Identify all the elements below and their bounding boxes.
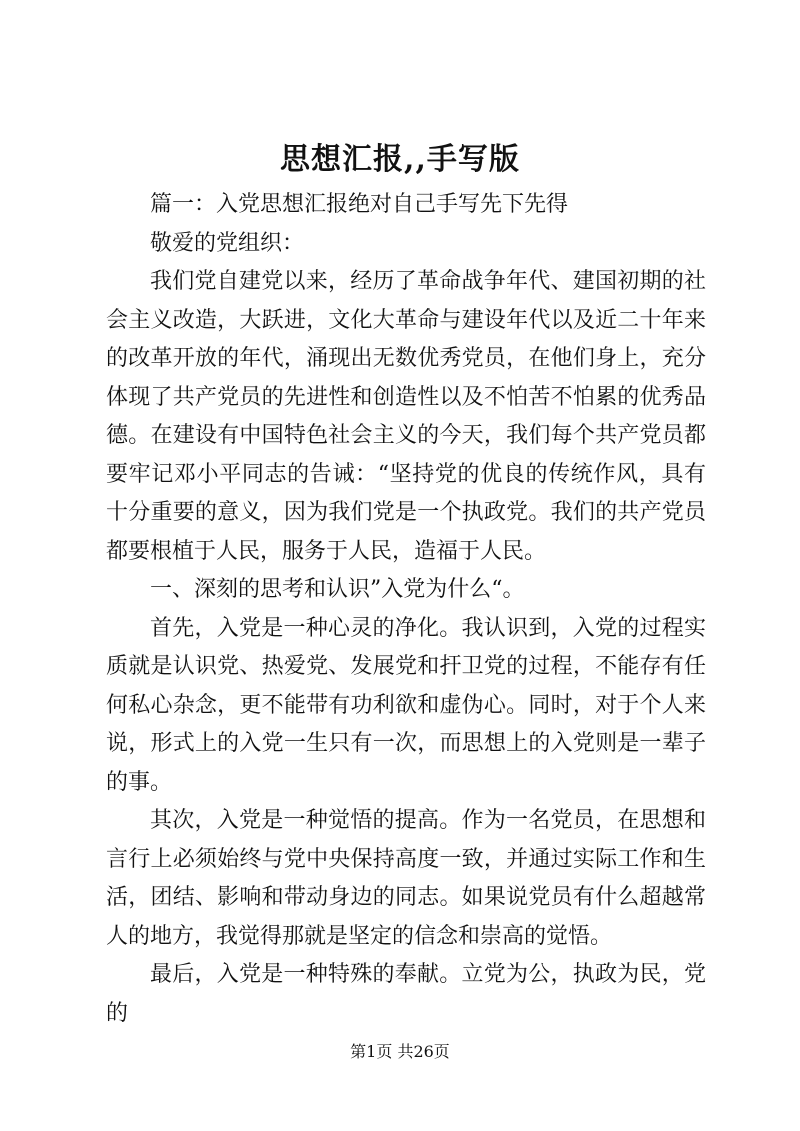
page-number-footer: 第1页 共26页 [350, 1042, 450, 1061]
paragraph: 其次，入党是一种觉悟的提高。作为一名党员，在思想和言行上必须始终与党中央保持高度一致，并通过实际工作和生活，团结、影响和带动身边的同志。如果说党员有什么超越常人的地方，我觉得那就是坚定的信念和崇高的觉悟。 [106, 808, 706, 949]
document-body [106, 186, 706, 1033]
section-heading: 篇一：入党思想汇报绝对自己手写先下先得 [150, 192, 569, 217]
paragraph: 首先，入党是一种心灵的净化。我认识到，入党的过程实质就是认识党、热爱党、发展党和扞卫党的过程，不能存有任何私心杂念，更不能带有功利欲和虚伪心。同时，对于个人来说，形式上的入党一生只有一次，而思想上的入党则是一辈子的事。 [106, 615, 706, 795]
paragraph: 一、深刻的思考和认识”入党为什么“。 [150, 577, 525, 602]
salutation: 敬爱的党组织： [150, 230, 305, 256]
document-title: 思想汇报,,手写版 [280, 142, 520, 177]
paragraph: 最后，入党是一种特殊的奉献。立党为公，执政为民，党的 [106, 962, 706, 1026]
paragraph: 我们党自建党以来，经历了革命战争年代、建国初期的社会主义改造，大跃进，文化大革命与建设年代以及近二十年来的改革开放的年代，涌现出无数优秀党员，在他们身上，充分体现了共产党员的先进性和创造性以及不怕苦不怕累的优秀品德。在建设有中国特色社会主义的今天，我们每个共产党员都要牢记邓小平同志的告诫：“坚持党的优良的传统作风，具有十分重要的意义，因为我们党是一个执政党。我们的共产党员都要根植于人民，服务于人民，造福于人民。 [106, 269, 706, 564]
